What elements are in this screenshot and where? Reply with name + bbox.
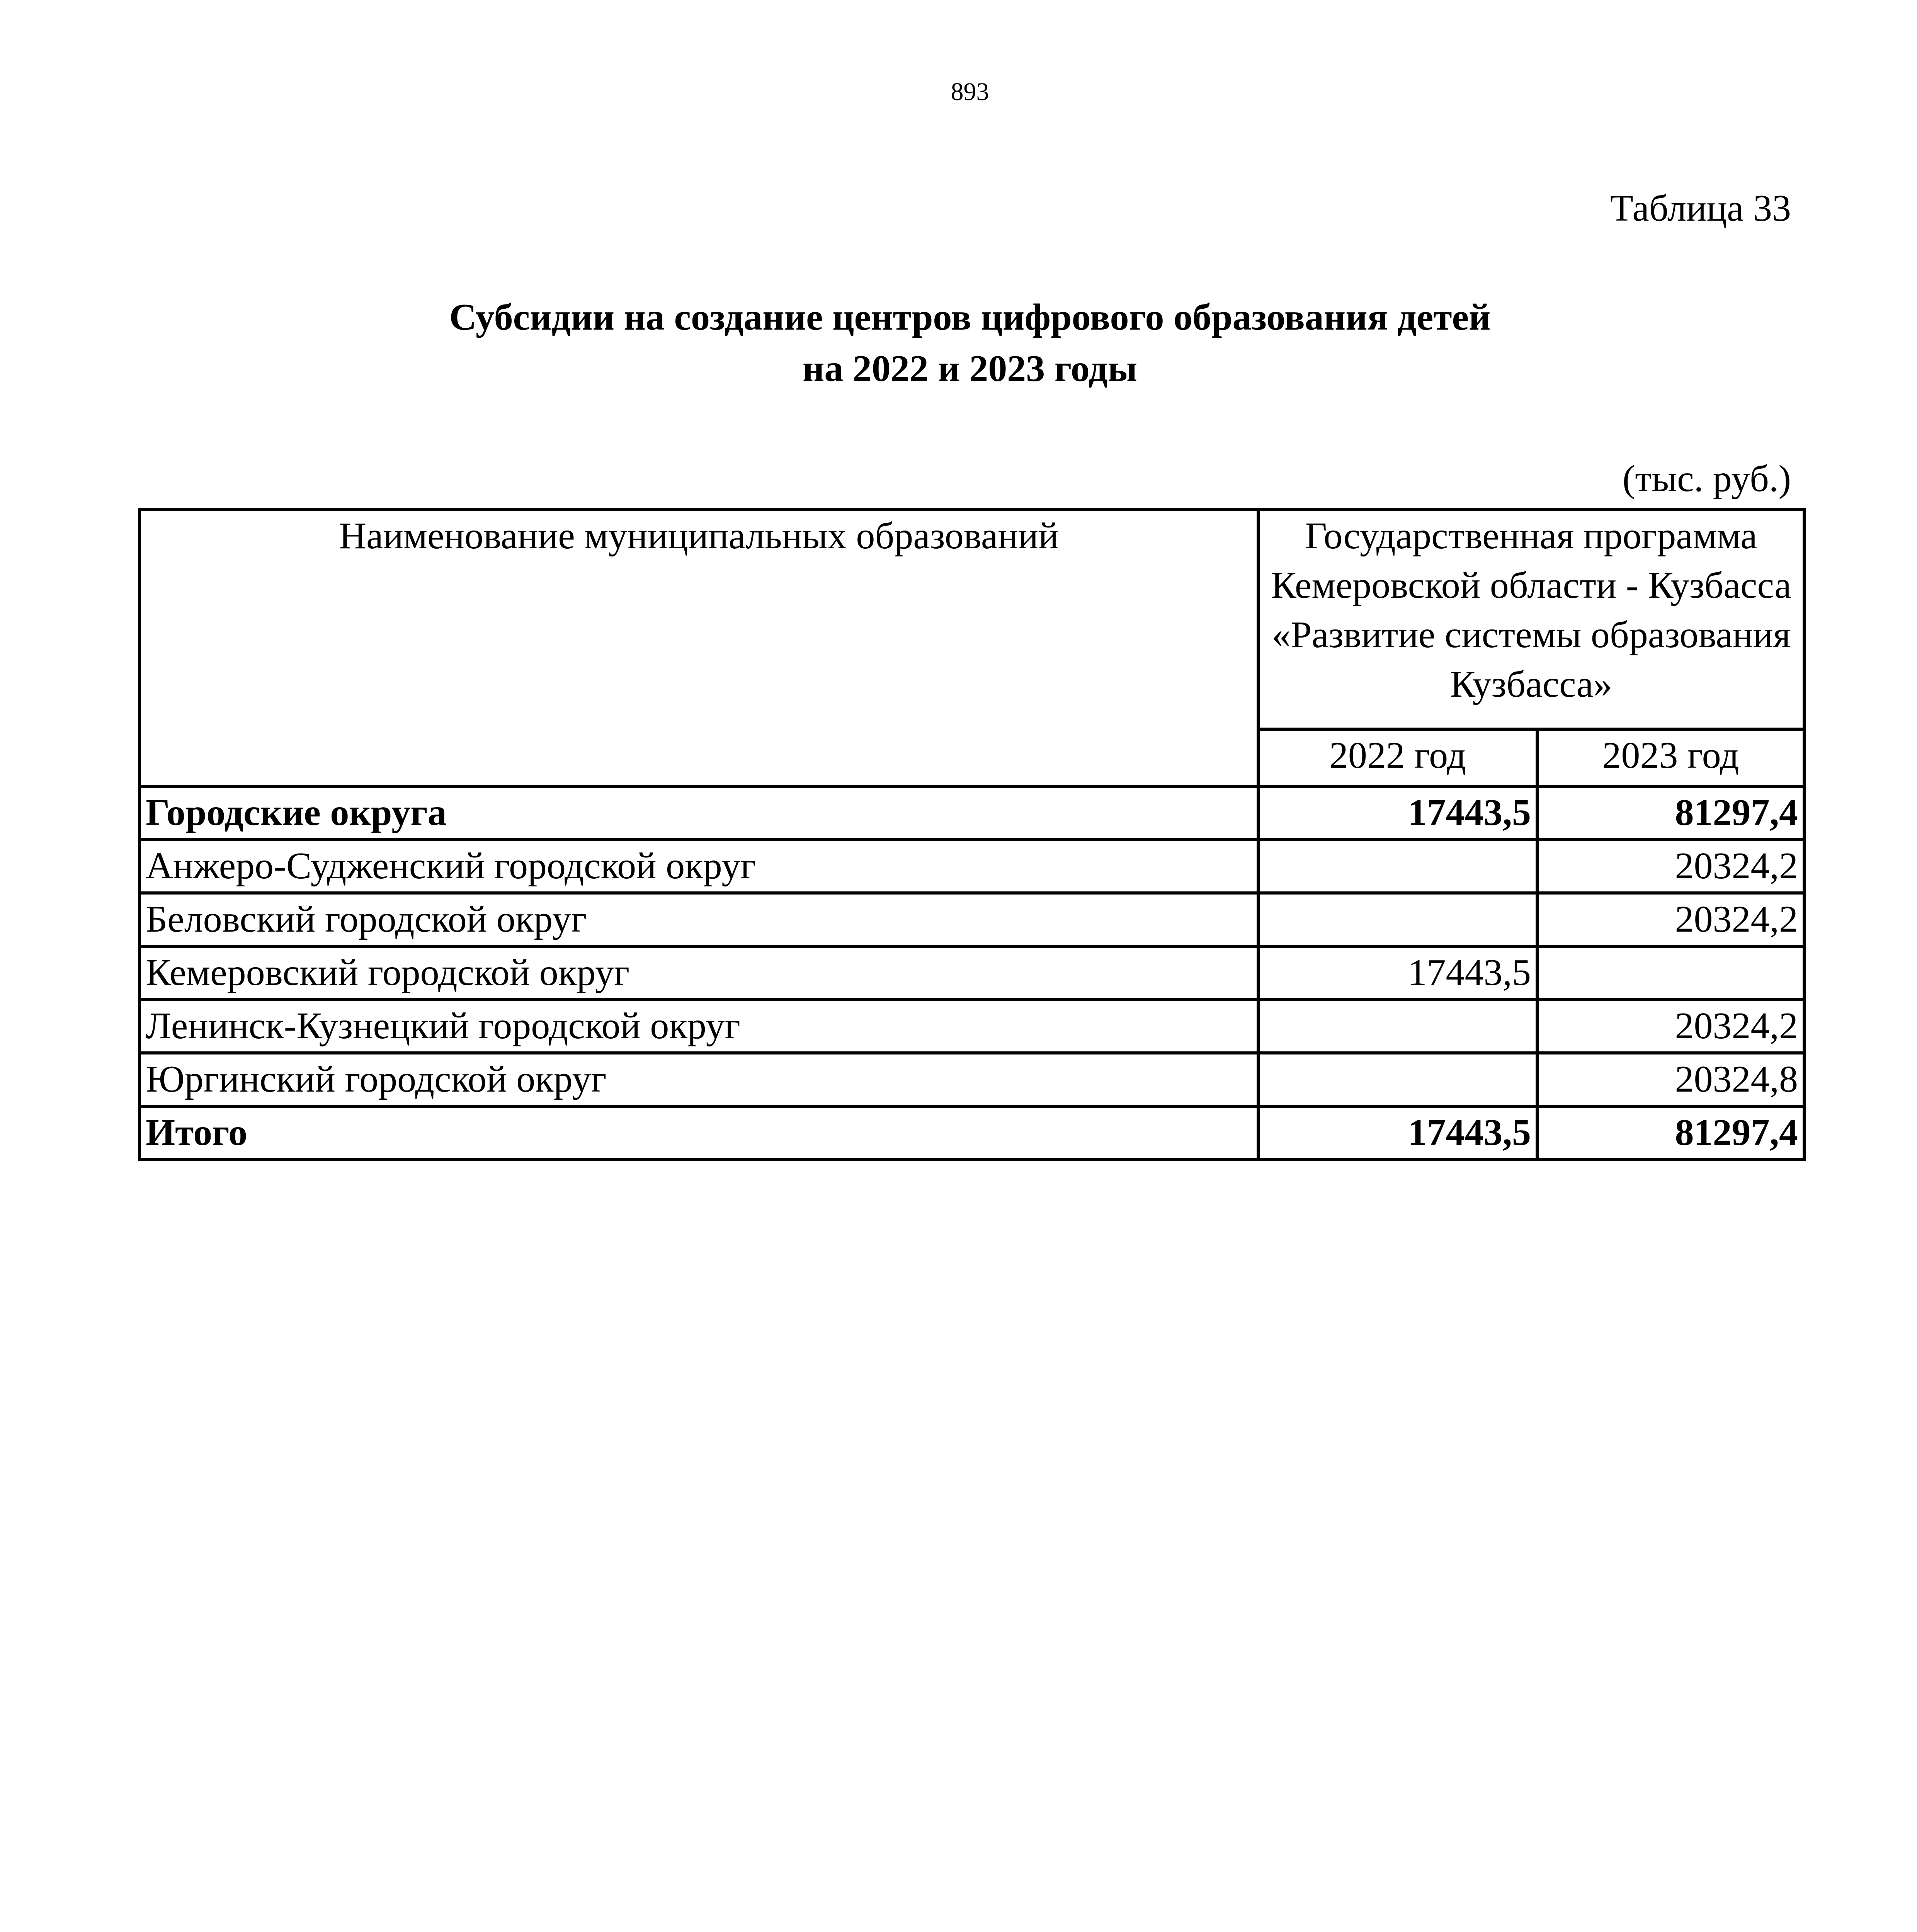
header-state-program: Государственная программа Кемеровской области - Кузбасса «Развитие системы образования Кузбасса» (1258, 510, 1804, 729)
row-value-2023: 81297,4 (1537, 1106, 1804, 1160)
header-municipality-name: Наименование муниципальных образований (139, 510, 1258, 786)
table-row (139, 1000, 1804, 1053)
header-year-2023: 2023 год (1537, 729, 1804, 786)
row-name: Кемеровский городской округ (139, 946, 1258, 1000)
title-line-2: на 2022 и 2023 годы (802, 348, 1138, 389)
row-value-2022 (1258, 840, 1537, 893)
table-row-subtotal (139, 786, 1804, 840)
row-value-2023: 81297,4 (1537, 786, 1804, 840)
row-value-2022: 17443,5 (1258, 1106, 1537, 1160)
row-name: Беловский городской округ (139, 893, 1258, 946)
row-value-2023 (1537, 946, 1804, 1000)
row-value-2022: 17443,5 (1258, 786, 1537, 840)
row-name: Итого (139, 1106, 1258, 1160)
table-row-total (139, 1106, 1804, 1160)
document-title (0, 292, 1917, 395)
row-value-2022 (1258, 1000, 1537, 1053)
row-name: Городские округа (139, 786, 1258, 840)
table-row (139, 893, 1804, 946)
table-row (139, 1053, 1804, 1106)
table-number: Таблица 33 (1610, 187, 1791, 229)
subsidies-table (138, 508, 1806, 1161)
row-value-2022: 17443,5 (1258, 946, 1537, 1000)
table-row (139, 840, 1804, 893)
row-value-2023: 20324,8 (1537, 1053, 1804, 1106)
table-row (139, 946, 1804, 1000)
row-name: Ленинск-Кузнецкий городской округ (139, 1000, 1258, 1053)
page-number: 893 (951, 78, 989, 106)
header-year-2022: 2022 год (1258, 729, 1537, 786)
row-value-2022 (1258, 893, 1537, 946)
row-value-2023: 20324,2 (1537, 840, 1804, 893)
row-value-2023: 20324,2 (1537, 1000, 1804, 1053)
title-line-1: Субсидии на создание центров цифрового образования детей (449, 296, 1491, 338)
row-name: Анжеро-Судженский городской округ (139, 840, 1258, 893)
units-label: (тыс. руб.) (1622, 458, 1791, 500)
row-value-2023: 20324,2 (1537, 893, 1804, 946)
row-name: Юргинский городской округ (139, 1053, 1258, 1106)
row-value-2022 (1258, 1053, 1537, 1106)
